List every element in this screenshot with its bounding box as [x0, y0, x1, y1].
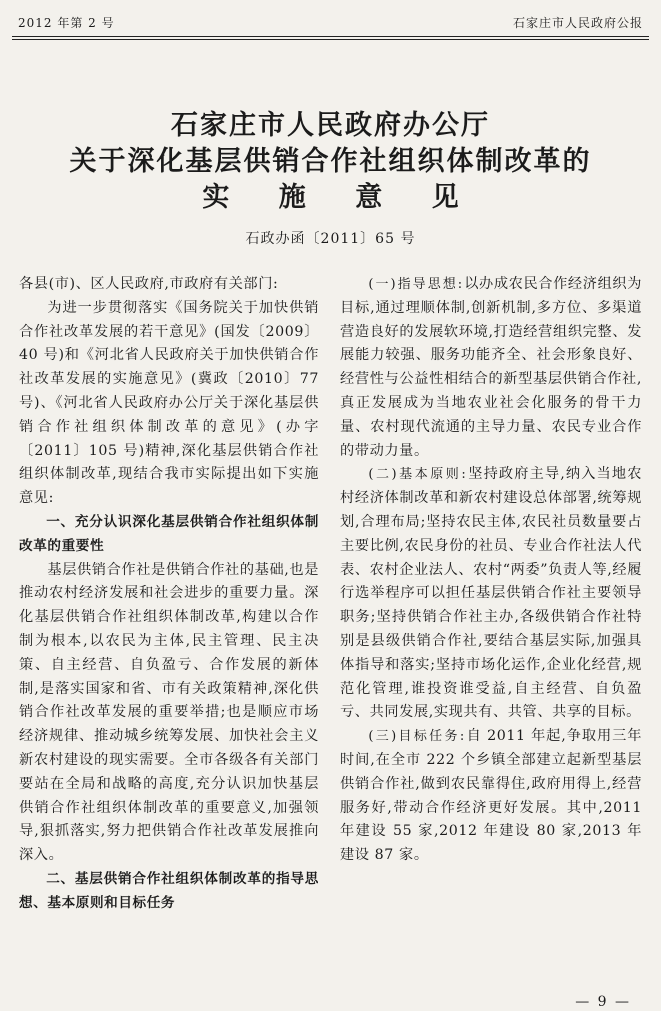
basic-principles-label: (二)基本原则: — [368, 467, 468, 483]
left-column — [19, 273, 319, 916]
salutation: 各县(市)、区人民政府,市政府有关部门: — [19, 276, 279, 292]
target-tasks-paragraph — [340, 725, 642, 868]
intro-paragraph: 为进一步贯彻落实《国务院关于加快供销合作社改革发展的若干意见》(国发〔2009〕40 号)和《河北省人民政府关于加快供销合作社改革发展的实施意见》(冀政〔2010〕77 号)、《河北省人民政府办公厅关于深化基层供销合作社组织体制改革的意见》(办字〔2011〕105 号)精神,深化基层供销合作社组织体制改革,现结合我市实际提出如下实施意见: — [19, 299, 319, 507]
publication-name: 石家庄市人民政府公报 — [512, 16, 643, 30]
guiding-principle-body: 以办成农民合作经济组织为目标,通过理顺体制,创新机制,多方位、多渠道营造良好的发展软环境,打造经营组织完整、发展能力较强、服务功能齐全、社会形象良好、经营性与公益性相结合的新型基层供销合作社,真正发展成为当地农业社会化服务的骨干力量、农村现代流通的主导力量、农民专业合作的带动力量。 — [340, 276, 643, 459]
running-header — [18, 10, 643, 34]
title-line-3: 实 施 意 见 — [202, 182, 479, 213]
basic-principles-body: 坚持政府主导,纳入当地农村经济体制改革和新农村建设总体部署,统筹规划,合理布局;坚持农民主体,农民社员数量要占主要比例,农民身份的社员、专业合作社法人代表、农村企业法人、农村“两委”负责人等,经履行选举程序可以担任基层供销合作社主要领导职务;坚持供销合作社主办,各级供销合作社特别是县级供销合作社,要结合基层实际,加强具体指导和落实;坚持市场化运作,企业化经营,规范化管理,谁投资谁受益,自主经营、自负盈亏、共同发展,实现共有、共管、共享的目标。 — [340, 466, 642, 721]
title-line-2: 关于深化基层供销合作社组织体制改革的 — [69, 146, 592, 177]
header-rule-bottom — [12, 39, 649, 40]
issue-label: 2012 年第 2 号 — [18, 16, 115, 30]
document-number: 石政办函〔2011〕65 号 — [245, 231, 416, 247]
target-tasks-body: 自 2011 年起,争取用三年时间,在全市 222 个乡镇全部建立起新型基层供销合作社,做到农民靠得住,政府用得上,经营服务好,带动合作经济更好发展。其中,2011 年建设 55 家,2012 年建设 80 家,2013 年建设 87 家。 — [340, 728, 642, 864]
guiding-principle-label: (一)指导思想: — [368, 277, 465, 292]
target-tasks-label: (三)目标任务: — [368, 729, 467, 745]
section-1-heading: 一、充分认识深化基层供销合作社组织体制改革的重要性 — [19, 513, 319, 554]
section-1-body: 基层供销合作社是供销合作社的基础,也是推动农村经济发展和社会进步的重要力量。深化基层供销合作社组织体制改革,构建以合作制为根本,以农民为主体,民主管理、民主决策、自主经营、自负盈亏、合作发展的新体制,是落实国家和省、市有关政策精神,深化供销合作社改革发展的重要举措;也是顺应市场经济规律、推动城乡统筹发展、加快社会主义新农村建设的现实需要。全市各级各有关部门要站在全局和战略的高度,充分认识加快基层供销合作社组织体制改革的重要意义,加强领导,狠抓落实,努力把供销合作社改革发展推向深入。 — [19, 561, 319, 864]
page-number: — 9 — — [575, 994, 631, 1010]
title-line-1: 石家庄市人民政府办公厅 — [171, 110, 490, 141]
section-2-heading: 二、基层供销合作社组织体制改革的指导思想、基本原则和目标任务 — [19, 870, 319, 911]
header-rule-top — [12, 36, 649, 37]
guiding-principle-paragraph — [340, 273, 642, 463]
basic-principles-paragraph — [340, 463, 642, 725]
right-column — [340, 273, 642, 868]
